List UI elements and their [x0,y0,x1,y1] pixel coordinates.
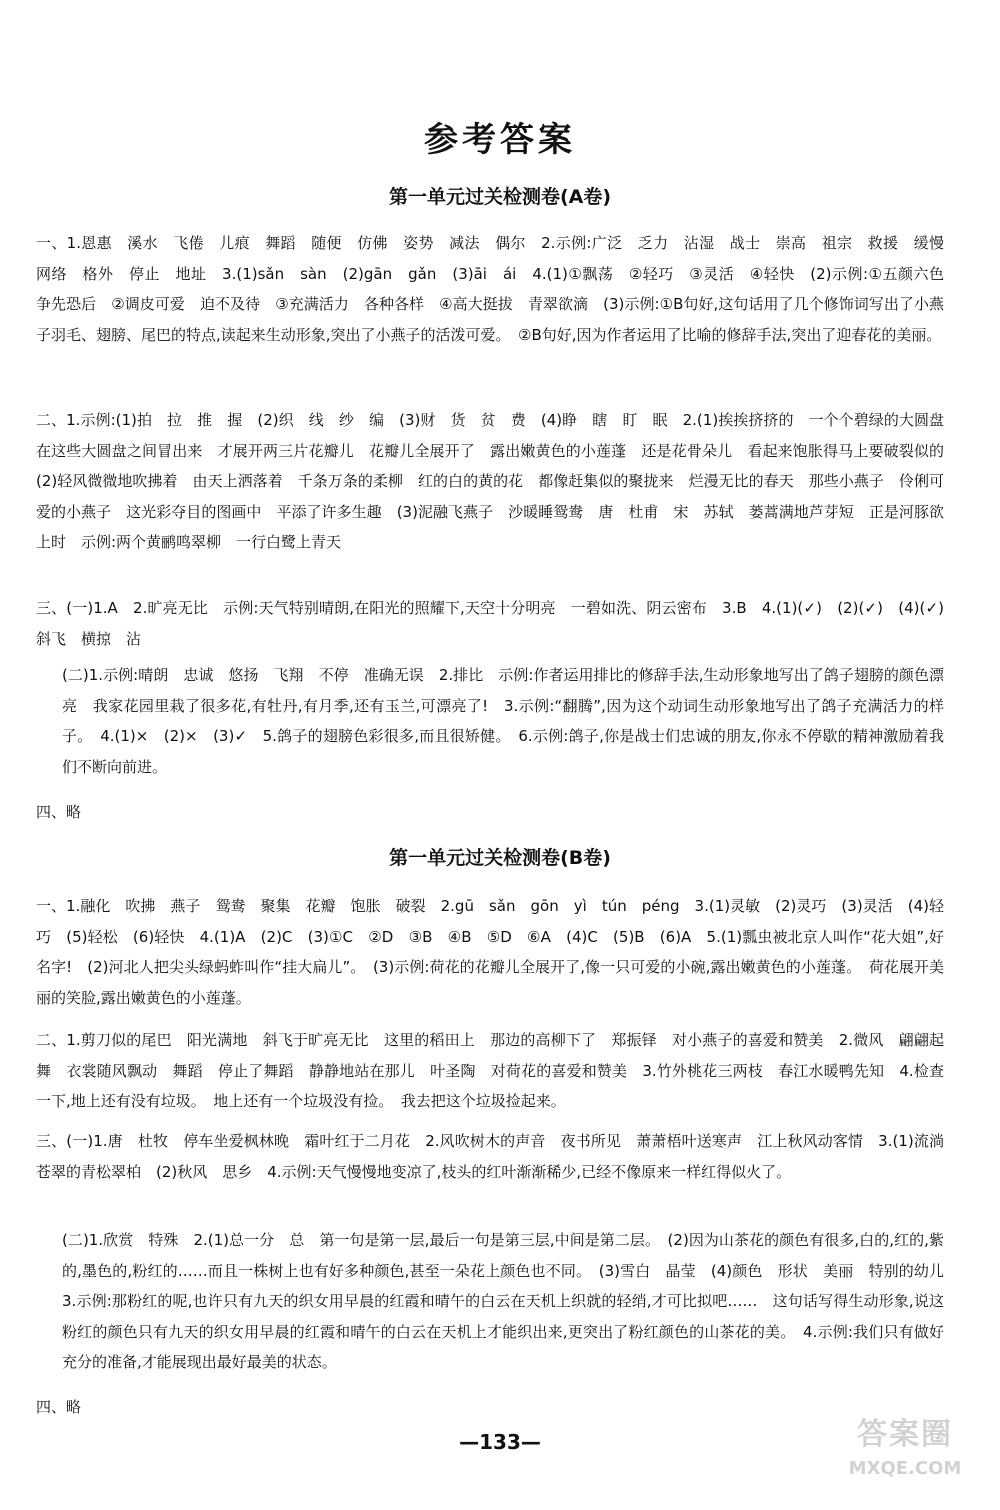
section-a-part-2: 二、1.示例:(1)拍 拉 推 握 (2)织 线 纱 编 (3)财 货 贫 费 (4)睁 瞎 盯 眠 2.(1)挨挨挤挤的 一个个碧绿的大圆盘 在这些大圆盘之间冒出来 才展开两三片花瓣儿 花瓣儿全展开了 露出嫩黄色的小莲蓬 还是花骨朵儿 看起来饱胀得马上要破裂似的 (2)轻风微微地吹拂着 由天上洒落着 千条万条的柔柳 红的白的黄的花 都像赶集似的聚拢来 烂漫无比的春天 那些小燕子 伶俐可爱的小燕子 这光彩夺目的图画中 平添了许多生趣 (3)泥融飞燕子 沙暖睡鸳鸯 唐 杜甫 宋 苏轼 蒌蒿满地芦芽短 正是河豚欲上时 示例:两个黄鹂鸣翠柳 一行白鹭上青天 [36,411,960,552]
section-a-part-3-2: (二)1.示例:晴朗 忠诚 悠扬 飞翔 不停 准确无误 2.排比 示例:作者运用排比的修辞手法,生动形象地写出了鸽子翅膀的颜色漂亮 我家花园里栽了很多花,有牡丹,有月季,还有玉兰,可漂亮了! 3.示例:“翻腾”,因为这个动词生动形象地写出了鸽子充满活力的样子。 4.(1)× (2)× (3)✓ 5.鸽子的翅膀色彩很多,而且很矫健。 6.示例:鸽子,你是战士们忠诚的朋友,你永不停歇的精神激励着我们不断向前进。 [62,666,944,776]
page-title: 参考答案 [424,120,576,160]
section-b-part-1: 一、1.融化 吹拂 燕子 鸳鸯 聚集 花瓣 饱胀 破裂 2.gū sǎn gōn yì tún péng 3.(1)灵敏 (2)灵巧 (3)灵活 (4)轻巧 (5)轻松 (6)轻快 4.(1)A (2)C (3)①C ②D ③B ④B ⑤D ⑥A (4)C (5)B (6)A 5.(1)瓢虫被北京人叫作“花大姐”,好名字! (2)河北人把尖头绿蚂蚱叫作“挂大扁儿”。 (3)示例:荷花的花瓣儿全展开了,像一只可爱的小碗,露出嫩黄色的小莲蓬。 荷花展开美丽的笑脸,露出嫩黄色的小莲蓬。 [36,897,944,1007]
page-number: —133— [459,1430,541,1454]
section-b-part-4: 四、略 [36,1398,82,1416]
section-a-part-3-1: 三、(一)1.A 2.旷亮无比 示例:天气特别晴朗,在阳光的照耀下,天空十分明亮 一碧如洗、阴云密布 3.B 4.(1)(✓) (2)(✓) (4)(✓) 斜飞 横掠 沾 [36,599,960,648]
section-b-part-2: 二、1.剪刀似的尾巴 阳光满地 斜飞于旷亮无比 这里的稻田上 那边的高柳下了 郑振铎 对小燕子的喜爱和赞美 2.微风 翩翩起舞 衣裳随风飘动 舞蹈 停止了舞蹈 静静地站在那儿 叶圣陶 对荷花的喜爱和赞美 3.竹外桃花三两枝 春江水暖鸭先知 4.检查一下,地上还有没有垃圾。 地上还有一个垃圾没有捡。 我去把这个垃圾捡起来。 [36,1031,944,1111]
watermark-logo [840,1418,970,1498]
section-heading-a: 第一单元过关检测卷(A卷) [388,186,612,208]
section-b-part-3-1: 三、(一)1.唐 杜牧 停车坐爱枫林晚 霜叶红于二月花 2.风吹树木的声音 夜书所见 萧萧梧叶送寒声 江上秋风动客情 3.(1)流淌 苍翠的青松翠柏 (2)秋风 思乡 4.示例:天气慢慢地变凉了,枝头的红叶渐渐稀少,已经不像原来一样红得似火了。 [36,1132,960,1181]
section-a-part-1: 一、1.恩惠 溪水 飞倦 儿痕 舞蹈 随便 仿佛 姿势 减法 偶尔 2.示例:广泛 乏力 沾湿 战士 崇高 祖宗 救援 缓慢 网络 格外 停止 地址 3.(1)sǎn sàn (2)gān gǎn (3)āi ái 4.(1)①飘荡 ②轻巧 ③灵活 ④轻快 (2)示例:①五颜六色 争先恐后 ②调皮可爱 迫不及待 ③充满活力 各种各样 ④高大挺拔 青翠欲滴 (3)示例:①B句好,这句话用了几个修饰词写出了小燕子羽毛、翅膀、尾巴的特点,读起来生动形象,突出了小燕子的活泼可爱。 ②B句好,因为作者运用了比喻的修辞手法,突出了迎春花的美丽。 [36,234,960,344]
watermark-url: MXQE.COM [848,1458,962,1479]
section-heading-b: 第一单元过关检测卷(B卷) [389,847,611,869]
section-b-part-3-2: (二)1.欣赏 特殊 2.(1)总一分 总 第一句是第一层,最后一句是第三层,中间是第二层。 (2)因为山茶花的颜色有很多,白的,红的,紫的,墨色的,粉红的……而且一株树上也有好多种颜色,甚至一朵花上颜色也不同。 (3)雪白 晶莹 (4)颜色 形状 美丽 特别的幼儿 3.示例:那粉红的呢,也许只有九天的织女用早晨的红霞和晴午的白云在天机上织就的轻绡,才可比拟吧…… 这句话写得生动形象,说这粉红的颜色只有九天的织女用早晨的红霞和晴午的白云在天机上才能织出来,更突出了粉红颜色的山茶花的美。 4.示例:我们只有做好充分的准备,才能展现出最好最美的状态。 [62,1231,960,1372]
watermark-title: 答案圈 [857,1417,953,1452]
section-a-part-4: 四、略 [36,803,82,821]
